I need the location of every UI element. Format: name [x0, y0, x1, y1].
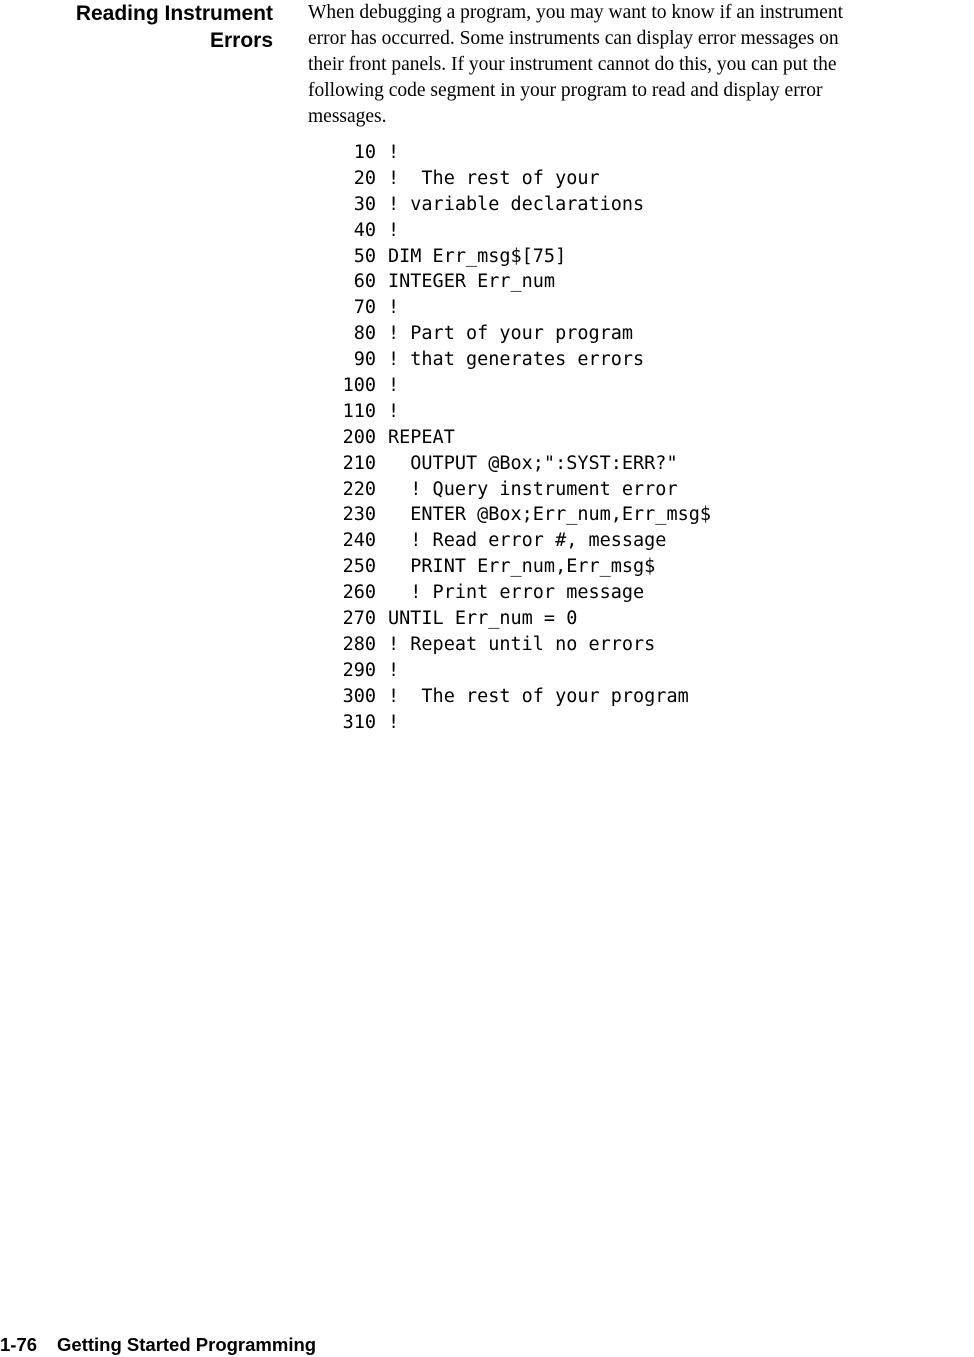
code-line — [336, 373, 711, 399]
code-line — [336, 451, 711, 477]
code-line — [336, 554, 711, 580]
code-line — [336, 347, 711, 373]
line-number: 260 — [342, 582, 376, 604]
section-heading — [0, 0, 273, 54]
code-text: ! — [388, 711, 400, 733]
code-text: ! variable declarations — [388, 193, 645, 215]
code-text: ! Query instrument error — [388, 478, 678, 500]
line-number: 110 — [342, 400, 376, 422]
code-text: ! — [388, 219, 400, 241]
code-line — [336, 606, 711, 632]
code-line — [336, 580, 711, 606]
line-number: 310 — [342, 711, 376, 733]
paragraph-line: their front panels. If your instrument cannot do this, you can put the — [308, 54, 837, 75]
code-line — [336, 218, 711, 244]
section-heading-line-1: Reading Instrument — [75, 2, 273, 25]
code-text: REPEAT — [388, 426, 455, 448]
page-footer — [0, 1333, 316, 1357]
line-number: 250 — [342, 556, 376, 578]
line-number: 10 — [353, 142, 376, 163]
code-line — [336, 632, 711, 658]
code-text: UNTIL Err_num = 0 — [388, 608, 578, 630]
line-number: 70 — [353, 297, 376, 319]
code-line — [336, 684, 711, 710]
code-line — [336, 269, 711, 295]
intro-paragraph — [308, 0, 974, 130]
line-number: 270 — [342, 608, 376, 630]
code-line — [336, 502, 711, 528]
paragraph-line: messages. — [308, 106, 387, 127]
code-text: ! The rest of your — [388, 167, 600, 189]
code-line — [336, 192, 711, 218]
code-text: ! The rest of your program — [388, 685, 689, 707]
code-line — [336, 425, 711, 451]
code-text: ! Part of your program — [388, 323, 634, 345]
code-line — [336, 658, 711, 684]
section-heading-line-2: Errors — [209, 29, 273, 52]
code-text: ! that generates errors — [388, 349, 645, 371]
code-text: ENTER @Box;Err_num,Err_msg$ — [388, 504, 712, 526]
code-listing — [336, 140, 711, 735]
code-text: ! Print error message — [388, 582, 645, 604]
line-number: 80 — [353, 323, 376, 345]
page-number: 1-76 — [0, 1334, 38, 1355]
line-number: 220 — [342, 478, 376, 500]
line-number: 100 — [342, 375, 376, 397]
code-line — [336, 140, 711, 166]
chapter-title: Getting Started Programming — [57, 1334, 317, 1355]
code-line — [336, 244, 711, 270]
code-line — [336, 399, 711, 425]
code-line — [336, 477, 711, 503]
line-number: 20 — [353, 167, 376, 189]
line-number: 300 — [342, 685, 376, 707]
code-line — [336, 166, 711, 192]
code-text: ! Read error #, message — [388, 530, 667, 552]
paragraph-line: error has occurred. Some instruments can display error messages on — [308, 28, 839, 49]
line-number: 30 — [353, 193, 376, 215]
line-number: 240 — [342, 530, 376, 552]
line-number: 200 — [342, 426, 376, 448]
line-number: 280 — [342, 633, 376, 655]
code-text: ! — [388, 659, 400, 681]
paragraph-line: When debugging a program, you may want to know if an instrument — [308, 2, 844, 23]
code-line — [336, 528, 711, 554]
code-text: ! — [388, 297, 400, 319]
code-text: ! — [388, 400, 400, 422]
line-number: 230 — [342, 504, 376, 526]
paragraph-line: following code segment in your program to read and display error — [308, 80, 823, 101]
line-number: 210 — [342, 452, 376, 474]
code-text: PRINT Err_num,Err_msg$ — [388, 556, 656, 578]
code-text: ! — [388, 375, 400, 397]
code-line — [336, 321, 711, 347]
code-text: DIM Err_msg$[75] — [388, 245, 567, 267]
code-text: OUTPUT @Box;":SYST:ERR?" — [388, 452, 678, 474]
line-number: 60 — [353, 271, 376, 293]
line-number: 40 — [353, 219, 376, 241]
code-text: INTEGER Err_num — [388, 271, 556, 293]
line-number: 290 — [342, 659, 376, 681]
line-number: 50 — [353, 245, 376, 267]
code-line — [336, 710, 711, 736]
code-line — [336, 295, 711, 321]
code-text: ! Repeat until no errors — [388, 633, 656, 655]
code-text: ! — [388, 142, 400, 163]
line-number: 90 — [353, 349, 376, 371]
